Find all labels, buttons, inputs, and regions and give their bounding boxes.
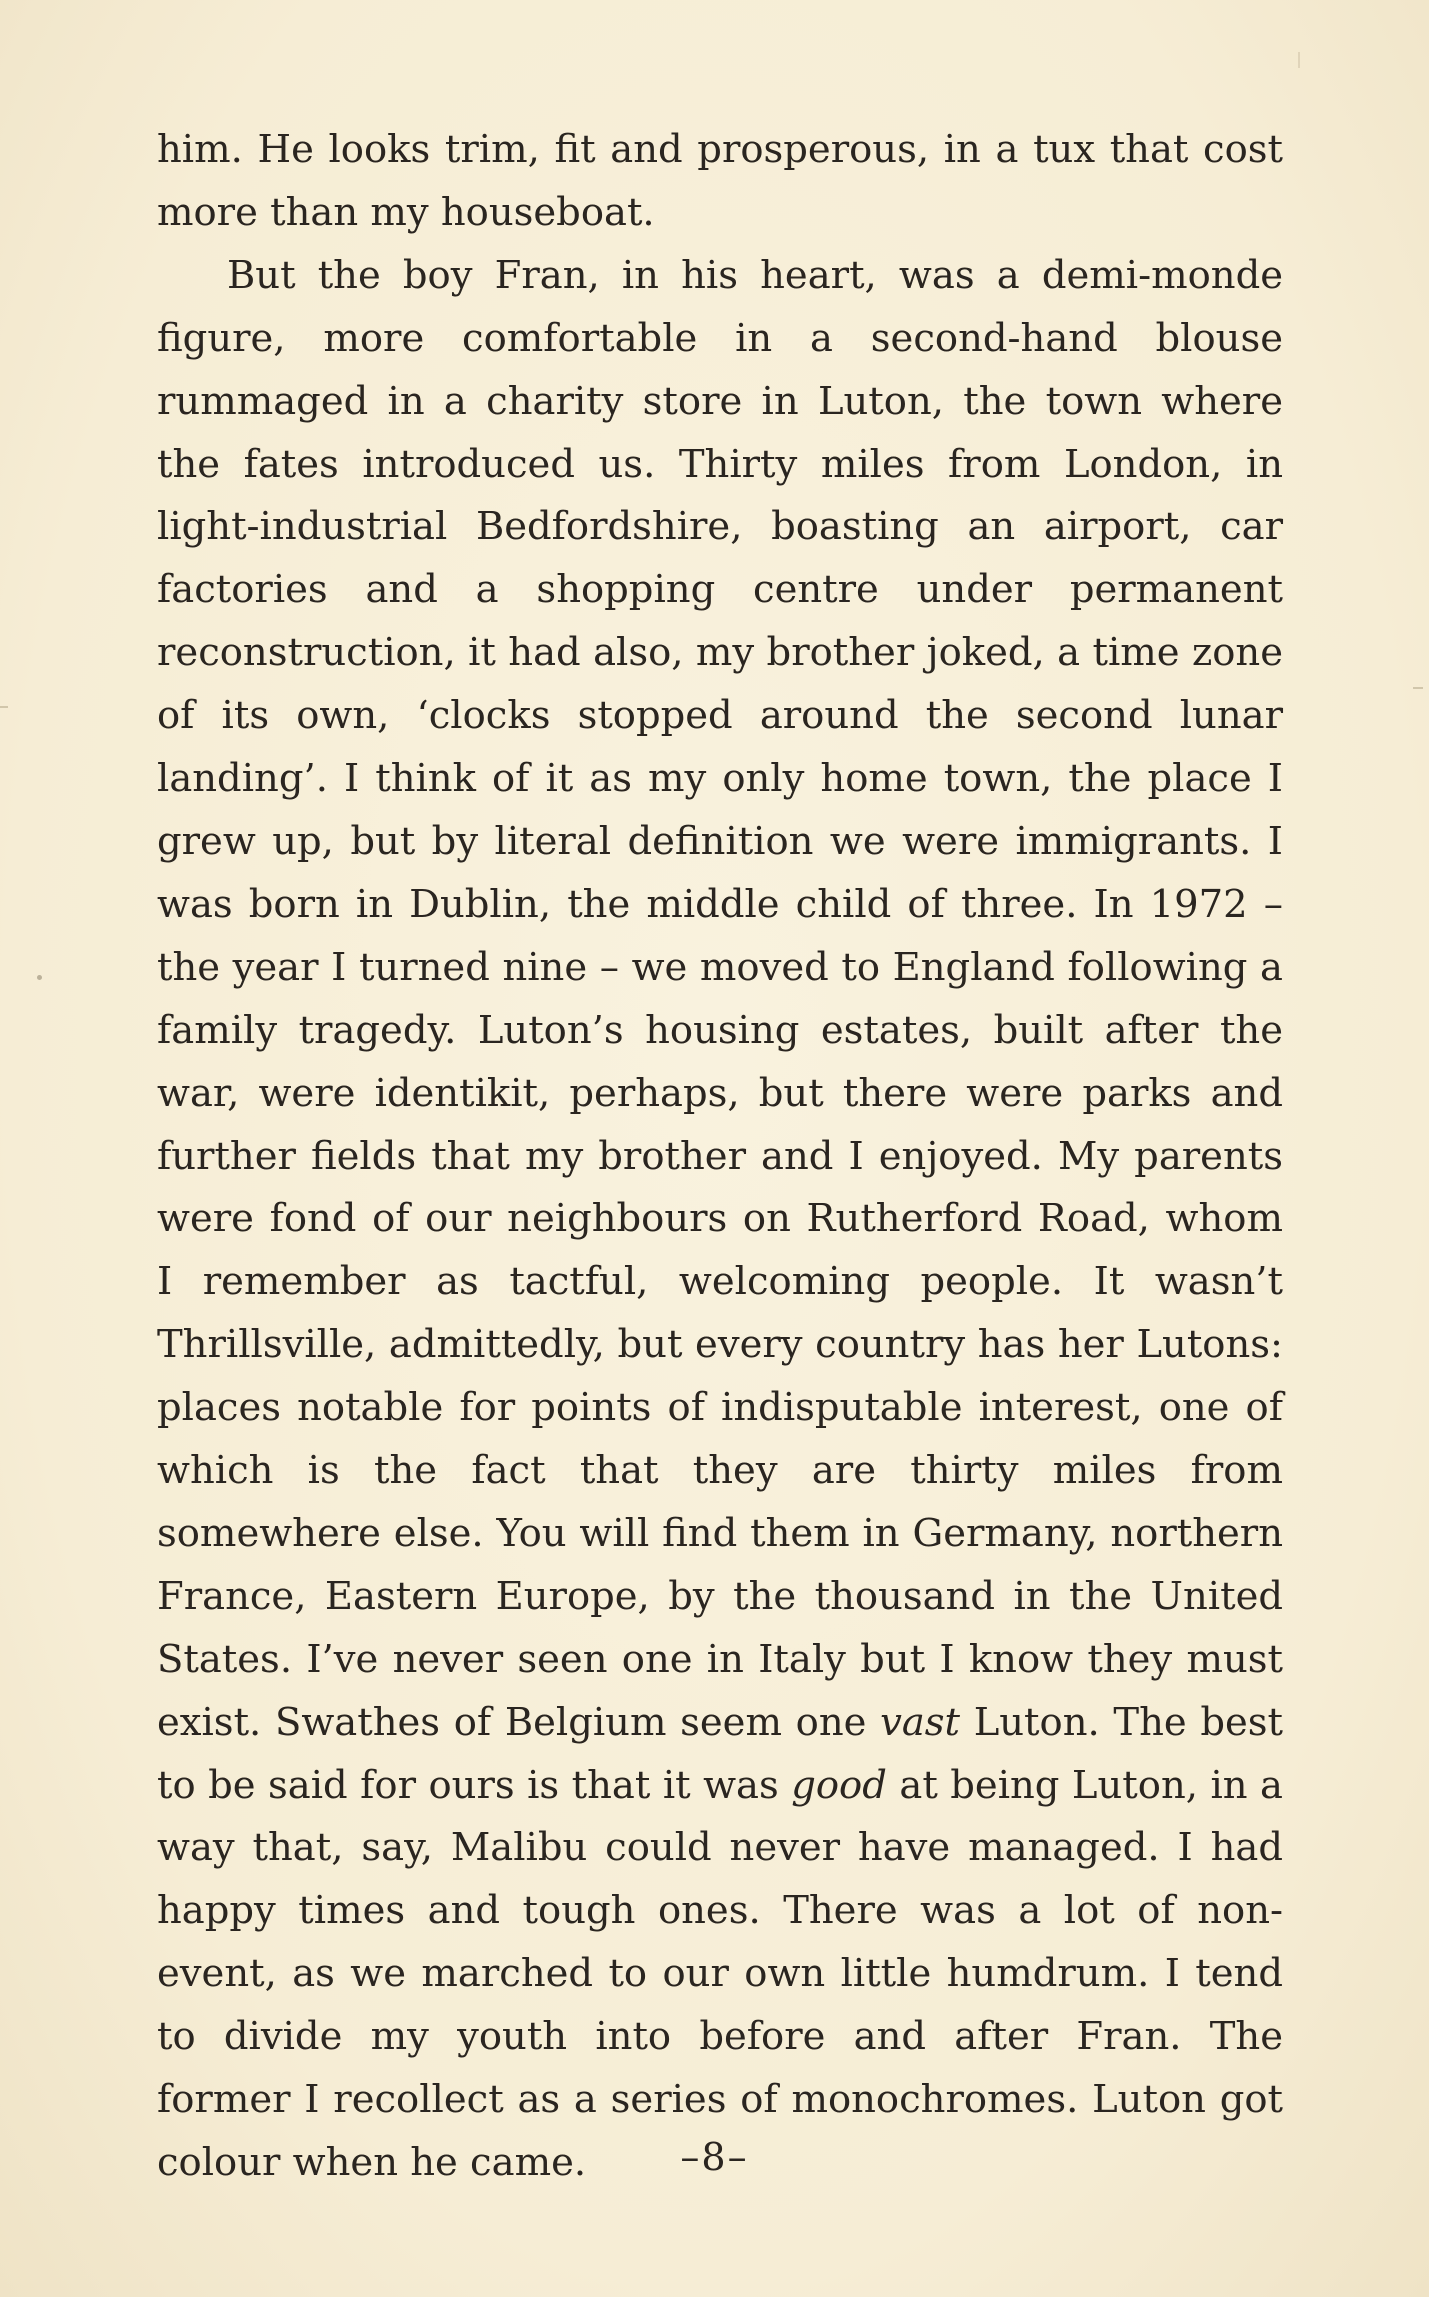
page-number: –8– — [680, 2135, 749, 2179]
paper-edge-mark — [0, 706, 8, 708]
paper-edge-mark — [1298, 52, 1300, 68]
paragraph-2 — [157, 245, 1283, 2195]
emphasis-vast: vast — [880, 1699, 961, 1745]
paragraph-2-text-b: Luton. The best to be said for ours is that it was — [157, 1699, 1283, 1808]
emphasis-good: good — [791, 1762, 887, 1808]
paragraph-2-text-a: But the boy Fran, in his heart, was a demi-monde figure, more comfortable in a second-hand blouse rummaged in a charity store in Luton, the town where the fates introduced us. Thirty miles from London, in light-industrial Bedfordshire, boasting an airport, car factories and a shopping centre under permanent reconstruction, it had also, my brother joked, a time zone of its own, ‘clocks stopped around the second lunar landing’. I think of it as my only home town, the place I grew up, but by literal definition we were immigrants. I was born in Dublin, the middle child of three. In 1972 – the year I turned nine – we moved to England following a family tragedy. Luton’s housing estates, built after the war, were identikit, perhaps, but there were parks and further fields that my brother and I enjoyed. My parents were fond of our neighbours on Rutherford Road, whom I remember as tactful, welcoming people. It wasn’t Thrillsville, admittedly, but every country has her Lutons: places notable for points of indisputable interest, one of which is the fact that they are thirty miles from somewhere else. You will find them in Germany, northern France, Eastern Europe, by the thousand in the United States. I’ve never seen one in Italy but I know they must exist. Swathes of Belgium seem one — [157, 252, 1283, 1745]
paragraph-1-text: him. He looks trim, fit and prosperous, in a tux that cost more than my houseboat. — [157, 127, 1283, 235]
paragraph-2-text-c: at being Luton, in a way that, say, Malibu could never have managed. I had happy times and tough ones. There was a lot of non-event, as we marched to our own little humdrum. I tend to divide my youth into before and after Fran. The former I recollect as a series of monochromes. Luton got colour when he came. — [157, 1762, 1283, 2185]
paragraph-1 — [157, 119, 1283, 245]
body-text — [157, 119, 1283, 2195]
paper-speck — [37, 975, 42, 980]
paper-edge-mark — [1413, 687, 1423, 689]
